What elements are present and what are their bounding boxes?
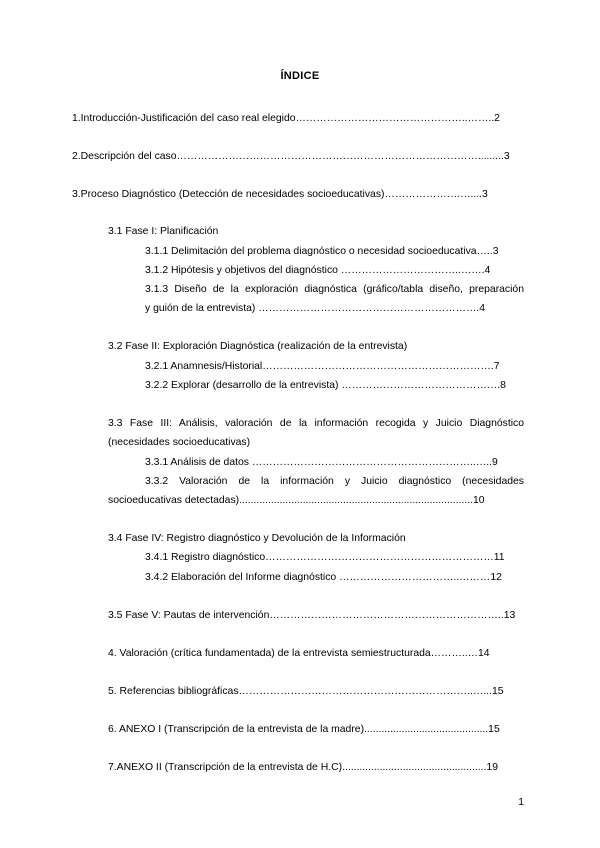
toc-entry-descripcion: 2.Descripción del caso…………………………………………………………………………….........3 [72,151,510,162]
toc-entry-fase-3-line1: 3.3 Fase III: Análisis, valoración de la información recogida y Juicio Diagnóstico [108,418,524,429]
toc-entry-3-1-1: 3.1.1 Delimitación del problema diagnóstico o necesidad socioeducativa…..3 [145,246,499,257]
toc-entry-3-3-2-line2: socioeducativas detectadas).................................................................................10 [108,495,485,506]
toc-entry-fase-3-line2: (necesidades socioeducativas) [108,437,251,448]
toc-entry-fase-1: 3.1 Fase I: Planificación [108,226,219,237]
toc-entry-anexo-1: 6. ANEXO I (Transcripción de la entrevista de la madre)...........................................15 [108,724,500,735]
page-number: 1 [518,797,524,808]
toc-entry-fase-2: 3.2 Fase II: Exploración Diagnóstica (realización de la entrevista) [108,341,408,352]
toc-entry-proceso-diagnostico: 3.Proceso Diagnóstico (Detección de necesidades socioeducativas)………………….…....3 [72,189,488,200]
toc-entry-valoracion: 4. Valoración (crítica fundamentada) de la entrevista semiestructurada………..…14 [108,648,490,659]
toc-entry-3-4-2: 3.4.2 Elaboración del Informe diagnóstico ……………………………..………12 [145,572,502,583]
page-title: ÍNDICE [280,70,320,82]
toc-entry-3-1-3-line2: y guión de la entrevista) ……………………………………………………….4 [145,303,486,314]
toc-entry-3-1-2: 3.1.2 Hipótesis y objetivos del diagnóstico ……………………………..…….4 [145,265,491,276]
toc-entry-referencias: 5. Referencias bibliográficas…………………………………………………………..…...15 [108,686,504,697]
toc-entry-3-3-2-line1: 3.3.2 Valoración de la información y Juicio diagnóstico (necesidades [145,476,524,487]
toc-entry-3-3-1: 3.3.1 Análisis de datos ………………………………………………………..…..9 [145,457,498,468]
toc-entry-anexo-2: 7.ANEXO II (Transcripción de la entrevista de H.C)..................................................19 [108,762,498,773]
toc-entry-fase-5: 3.5 Fase V: Pautas de intervención…………………………………………………………..13 [108,610,516,621]
toc-entry-3-4-1: 3.4.1 Registro diagnóstico…………………………………………………………11 [145,552,505,563]
toc-entry-3-2-2: 3.2.2 Explorar (desarrollo de la entrevista) ……………………………………….8 [145,380,506,391]
toc-entry-fase-4: 3.4 Fase IV: Registro diagnóstico y Devolución de la Información [108,533,406,544]
toc-entry-3-1-3-line1: 3.1.3 Diseño de la exploración diagnóstica (gráfico/tabla diseño, preparación [145,284,524,295]
toc-entry-introduccion: 1.Introducción-Justificación del caso real elegido…………………………………………..……..2 [72,113,500,124]
toc-entry-3-2-1: 3.2.1 Anamnesis/Historial………………………………………………………….7 [145,361,500,372]
